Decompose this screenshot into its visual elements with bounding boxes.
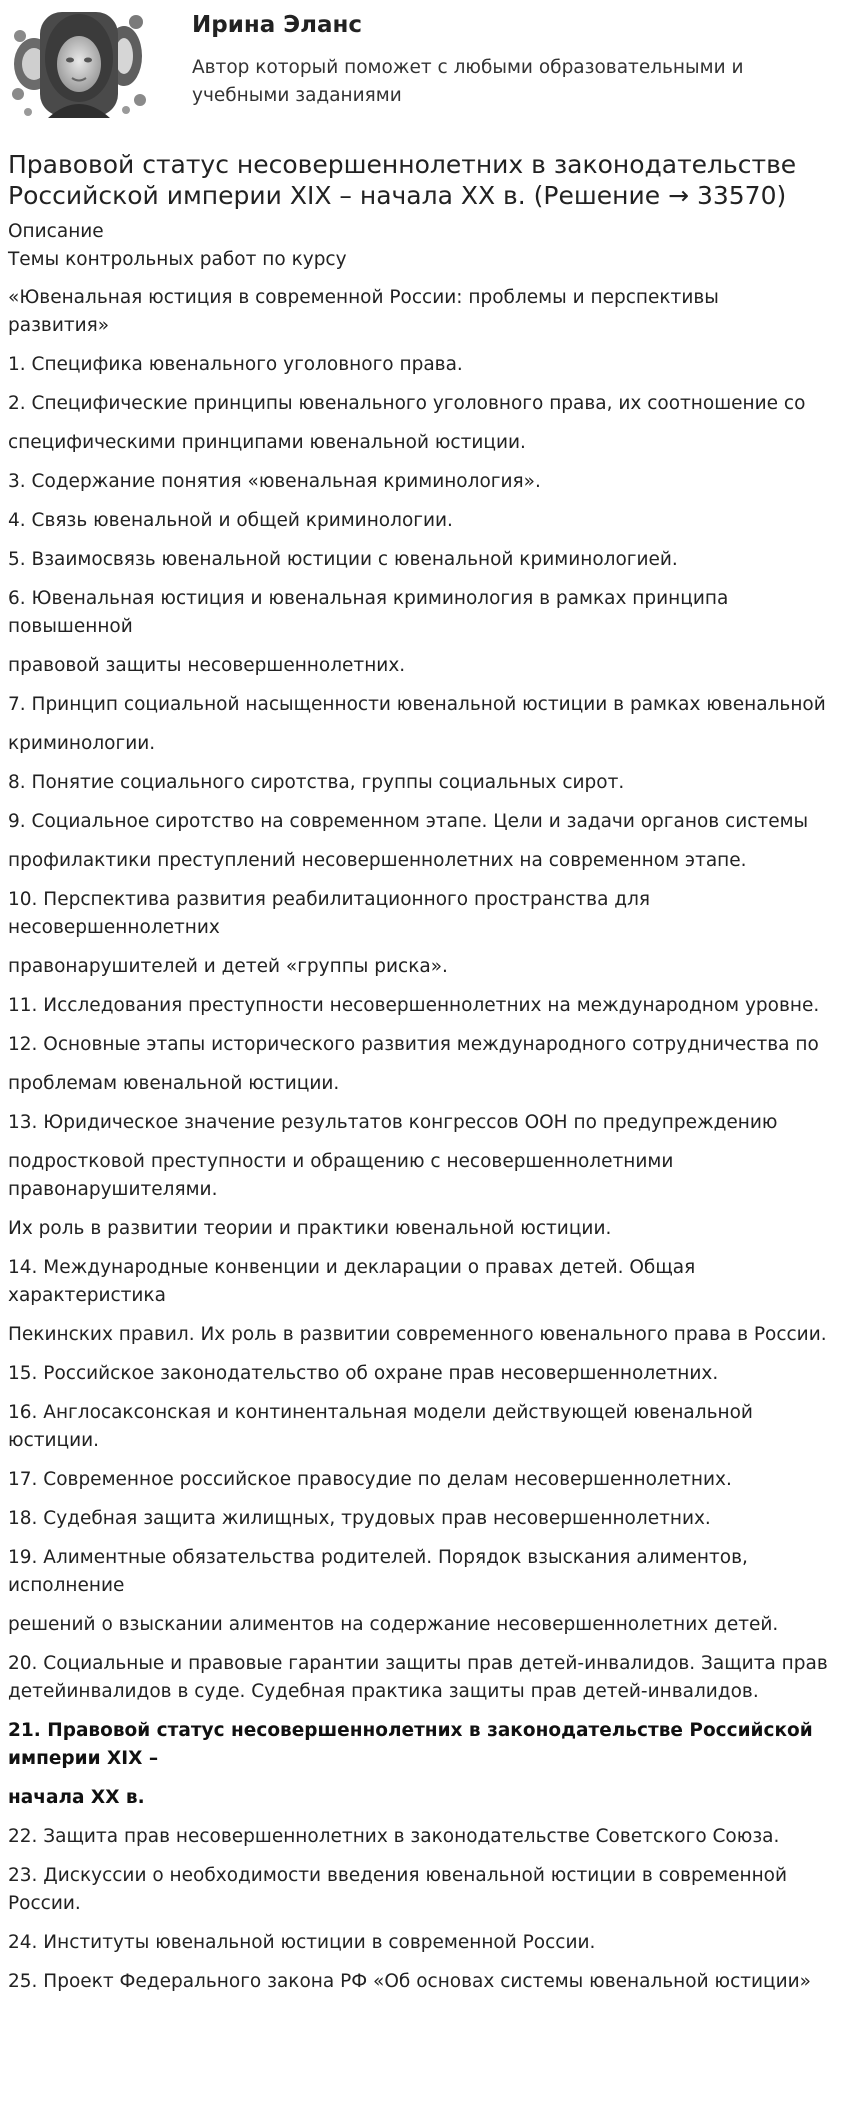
- topic-line: 3. Содержание понятия «ювенальная криминология».: [8, 471, 541, 492]
- topic-line: Пекинских правил. Их роль в развитии современного ювенального права в России.: [8, 1324, 827, 1345]
- topic-line: 9. Социальное сиротство на современном этапе. Цели и задачи органов системы: [8, 811, 809, 832]
- topic-line: 14. Международные конвенции и декларации о правах детей. Общая характеристика: [8, 1257, 696, 1306]
- topic-line: 21. Правовой статус несовершеннолетних в законодательстве Российской империи XIX –: [8, 1720, 813, 1769]
- author-card: [8, 0, 839, 134]
- topic-line: 13. Юридическое значение результатов конгрессов ООН по предупреждению: [8, 1112, 778, 1133]
- topic-list: [8, 351, 839, 1996]
- author-name[interactable]: Ирина Эланс: [192, 12, 363, 38]
- topic-line: начала XX в.: [8, 1787, 145, 1808]
- topic-line: специфическими принципами ювенальной юстиции.: [8, 432, 526, 453]
- topic-line: 1. Специфика ювенального уголовного права.: [8, 354, 463, 375]
- topic-line: 20. Социальные и правовые гарантии защиты прав детей-инвалидов. Защита прав детейинвалидов в суде. Судебная практика защиты прав детей-инвалидов.: [8, 1653, 828, 1702]
- topic-line: 11. Исследования преступности несовершеннолетних на международном уровне.: [8, 995, 820, 1016]
- topic-line: 18. Судебная защита жилищных, трудовых прав несовершеннолетних.: [8, 1508, 711, 1529]
- page-title: Правовой статус несовершеннолетних в законодательстве Российской империи XIX – начала XX в. (Решение → 33570): [8, 150, 797, 210]
- topic-line: правонарушителей и детей «группы риска».: [8, 956, 448, 977]
- topic-line: криминологии.: [8, 733, 156, 754]
- author-info: [192, 6, 812, 110]
- topic-line: Их роль в развитии теории и практики ювенальной юстиции.: [8, 1218, 612, 1239]
- topic-line: 23. Дискуссии о необходимости введения ювенальной юстиции в современной России.: [8, 1865, 788, 1914]
- topic-line: 7. Принцип социальной насыщенности ювенальной юстиции в рамках ювенальной: [8, 694, 826, 715]
- description-subheading: Темы контрольных работ по курсу: [8, 249, 347, 270]
- course-title: «Ювенальная юстиция в современной России: проблемы и перспективы развития»: [8, 287, 719, 336]
- topic-line: 22. Защита прав несовершеннолетних в законодательстве Советского Союза.: [8, 1826, 780, 1847]
- topic-line: 24. Институты ювенальной юстиции в современной России.: [8, 1932, 596, 1953]
- author-description: Автор который поможет с любыми образовательными и учебными заданиями: [192, 57, 744, 106]
- topic-line: 25. Проект Федерального закона РФ «Об основах системы ювенальной юстиции»: [8, 1971, 811, 1992]
- topic-line: правовой защиты несовершеннолетних.: [8, 655, 406, 676]
- topic-line: 17. Современное российское правосудие по делам несовершеннолетних.: [8, 1469, 732, 1490]
- topic-line: проблемам ювенальной юстиции.: [8, 1073, 340, 1094]
- topic-line: 4. Связь ювенальной и общей криминологии.: [8, 510, 453, 531]
- topic-line: подростковой преступности и обращению с несовершеннолетними правонарушителями.: [8, 1151, 674, 1200]
- topic-line: решений о взыскании алиментов на содержание несовершеннолетних детей.: [8, 1614, 779, 1635]
- topic-line: 2. Специфические принципы ювенального уголовного права, их соотношение со: [8, 393, 806, 414]
- topic-line: 19. Алиментные обязательства родителей. Порядок взыскания алиментов, исполнение: [8, 1547, 748, 1596]
- topic-line: 8. Понятие социального сиротства, группы социальных сирот.: [8, 772, 625, 793]
- topic-line: 15. Российское законодательство об охране прав несовершеннолетних.: [8, 1363, 719, 1384]
- author-avatar-image[interactable]: [8, 6, 148, 124]
- topic-line: 5. Взаимосвязь ювенальной юстиции с ювенальной криминологией.: [8, 549, 678, 570]
- topic-line: 16. Англосаксонская и континентальная модели действующей ювенальной юстиции.: [8, 1402, 753, 1451]
- topic-line: 10. Перспектива развития реабилитационного пространства для несовершеннолетних: [8, 889, 651, 938]
- topic-line: 6. Ювенальная юстиция и ювенальная криминология в рамках принципа повышенной: [8, 588, 729, 637]
- topic-line: 12. Основные этапы исторического развития международного сотрудничества по: [8, 1034, 819, 1055]
- topic-line: профилактики преступлений несовершеннолетних на современном этапе.: [8, 850, 747, 871]
- description-label: Описание: [8, 221, 104, 242]
